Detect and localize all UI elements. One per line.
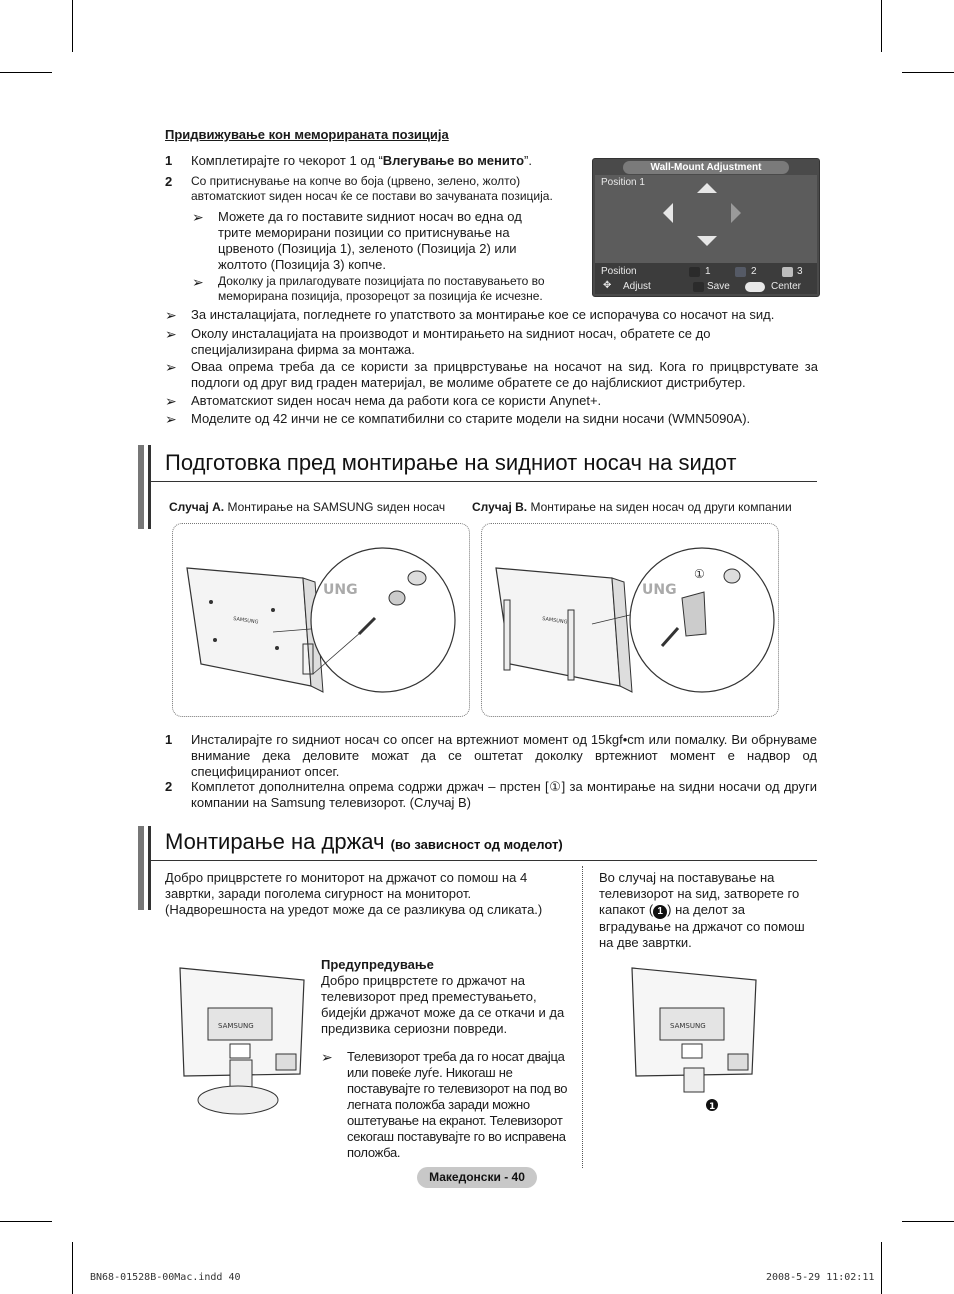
case-a-illustration — [172, 523, 470, 717]
heading-bar — [148, 445, 151, 529]
osd-opt2: 2 — [751, 266, 757, 277]
warning-title: Предупредување — [321, 957, 434, 972]
osd-save: Save — [707, 281, 730, 292]
warning-note-text: Телевизорот треба да го носат двајца или повеќе луѓе. Никогаш не поставувајте го телевизорот на под во легната положба заради можно оштетување на екранот. Телевизорот секогаш поставувајте го во исправена положба. — [347, 1049, 568, 1160]
tv-other-mount-drawing — [482, 524, 778, 716]
note — [165, 359, 820, 391]
step-text: Со притиснување на копче во боја (црвено, зелено, жолто) автоматскиот ѕиден носач ќе се постави во зачуваната позиција. — [191, 174, 553, 203]
warning-note — [321, 1049, 579, 1161]
direction-arrows — [595, 175, 817, 263]
step-text-post: ”. — [524, 153, 532, 168]
mount-step-1 — [165, 732, 817, 780]
tv-brand-label: SAMSUNG — [670, 1022, 706, 1030]
wall-mount-osd — [592, 158, 820, 297]
enlarged-brand: UNG — [642, 582, 677, 598]
mount-step-2 — [165, 779, 817, 811]
case-a-text: Монтирање на SAMSUNG ѕиден носач — [224, 500, 446, 514]
color-key-yellow — [782, 267, 793, 277]
arrow-icon: ➢ — [192, 209, 204, 225]
heading-main: Монтирање на држач — [165, 829, 385, 854]
enlarged-brand: UNG — [323, 582, 358, 598]
arrow-icon: ➢ — [321, 1049, 333, 1065]
warning-text: Добро прицврстете го држачот на телевизорот пред преместувањето, бидејќи држачот може да се откачи и да предизвика сериозни повреди. — [321, 973, 565, 1036]
step-number: 2 — [165, 779, 173, 794]
tv-brand-label: SAMSUNG — [218, 1022, 254, 1030]
wall-mount-cover-text — [599, 870, 809, 951]
crop-mark — [881, 1242, 882, 1294]
crop-mark — [0, 1221, 52, 1222]
step-2 — [165, 174, 585, 204]
osd-position-label: Position 1 — [601, 177, 645, 188]
cover-text-post: ) на делот за вградување на држачот со помош на две завртки. — [599, 902, 805, 950]
tv-wall-mount-drawing — [173, 524, 469, 716]
bracket-instructions: Добро прицврстете го мониторот на држачот со помош на 4 завртки, заради поголема сигурност на мониторот. (Надворешноста на уредот може да се разликува од сликата.) — [165, 870, 543, 917]
note-text: Автоматскиот ѕиден носач нема да работи кога се користи Anynet+. — [191, 393, 602, 408]
cover-text-pre: Во случај на поставување на телевизорот на ѕид, затворете го капакот ( — [599, 870, 800, 917]
tv-back-cover-drawing — [628, 964, 768, 1114]
note-text: Моделите од 42 инчи не се компатибилни со старите модели на ѕидни носачи (WMN5090A). — [191, 411, 751, 426]
heading-underline — [151, 481, 817, 482]
subnote — [192, 274, 584, 304]
save-key-icon — [693, 282, 704, 292]
osd-title: Wall-Mount Adjustment — [623, 161, 789, 174]
enter-key-icon — [745, 282, 765, 292]
arrow-icon: ➢ — [165, 307, 177, 323]
heading-small: (во зависност од моделот) — [390, 837, 563, 852]
osd-body — [595, 175, 817, 263]
arrow-icon: ➢ — [165, 393, 177, 409]
step-text-pre: Комплетирајте го чекорот 1 од “ — [191, 153, 383, 168]
case-b-caption — [472, 500, 792, 515]
step-text: Инсталирајте го ѕидниот носач со опсег на вртежниот момент од 15kgf•cm или помалку. Ви обрнуваме внимание дека деловите можат да се оштетат доколку вртежниот момент е надвор од специфицираниот опсег. — [191, 732, 817, 779]
note — [165, 411, 820, 427]
column-divider — [582, 866, 583, 1168]
section-title: Придвижување кон меморираната позиција — [165, 127, 449, 142]
arrow-down-icon — [697, 236, 717, 246]
arrow-left-icon — [663, 203, 673, 223]
note — [165, 307, 820, 323]
arrow-right-icon — [731, 203, 741, 223]
case-b-text: Монтирање на ѕиден носач од други компании — [527, 500, 792, 514]
print-slug-file: BN68-01528B-00Mac.indd 40 — [90, 1272, 241, 1283]
crop-mark — [881, 0, 882, 52]
note-text: За инсталацијата, погледнете го упатството за монтирање кое се испорачува со носачот на ѕид. — [191, 307, 775, 322]
callout-1-badge: 1 — [709, 1102, 716, 1112]
note-text: Околу инсталацијата на производот и монтирањето на ѕидниот носач, обратете се до специјализирана фирма за монтажа. — [191, 326, 711, 357]
tv-on-stand-drawing — [176, 964, 316, 1119]
heading-bar — [148, 826, 151, 910]
step-1 — [165, 153, 585, 169]
heading-bar — [138, 445, 144, 529]
crop-mark — [72, 0, 73, 52]
osd-opt1: 1 — [705, 266, 711, 277]
page-number-badge: Македонски - 40 — [417, 1167, 537, 1188]
arrow-up-icon — [697, 183, 717, 193]
step-text — [191, 153, 532, 169]
case-a-bold: Случај А. — [169, 500, 225, 514]
crop-mark — [902, 1221, 954, 1222]
section-heading — [165, 829, 563, 858]
arrow-icon: ➢ — [165, 359, 177, 375]
heading-bar — [138, 826, 144, 910]
tv-brand-label: SAMSUNG — [541, 616, 568, 626]
print-slug-date: 2008-5-29 11:02:11 — [766, 1272, 875, 1283]
case-a-caption — [169, 500, 445, 515]
osd-center: Center — [771, 281, 802, 292]
crop-mark — [0, 72, 52, 73]
step-text: Комплетот дополнителна опрема содржи држач – прстен [①] за монтирање на ѕидни носачи од други компании на Samsung телевизорот. (Случај B) — [191, 779, 817, 810]
heading-underline — [151, 860, 817, 861]
section-heading: Подготовка пред монтирање на ѕидниот носач на ѕидот — [165, 450, 737, 475]
arrow-icon: ➢ — [165, 411, 177, 427]
note — [165, 393, 820, 409]
osd-opt3: 3 — [797, 266, 803, 277]
step-number: 1 — [165, 153, 173, 168]
color-key-red — [689, 267, 700, 277]
subnote — [192, 209, 584, 273]
step-number: 1 — [165, 732, 173, 747]
case-b-illustration — [481, 523, 779, 717]
osd-adjust: Adjust — [623, 281, 651, 292]
arrow-icon: ➢ — [192, 274, 204, 290]
crop-mark — [72, 1242, 73, 1294]
callout-1-badge: 1 — [653, 905, 667, 919]
arrow-icon: ➢ — [165, 326, 177, 342]
case-b-bold: Случај B. — [472, 500, 528, 514]
crop-mark — [902, 72, 954, 73]
note-text: Оваа опрема треба да се користи за прицврстување на носачот на ѕид. Кога го прицврстувате за подлоги од друг вид граден материјал, ве молиме обратете се до најблискиот дистрибутер. — [191, 359, 818, 390]
tv-brand-label: SAMSUNG — [232, 616, 259, 626]
move-icon: ✥ — [603, 280, 612, 291]
color-key-green — [735, 267, 746, 277]
subnote-text: Доколку ја прилагодувате позицијата по поставувањето во меморирана позиција, прозорецот за позиција ќе исчезне. — [218, 274, 545, 303]
osd-position-text: Position — [601, 266, 637, 277]
ring-callout: ① — [694, 567, 705, 581]
subnote-text: Можете да го поставите ѕидниот носач во една од трите меморирани позиции со притиснување на црвеното (Позиција 1), зеленото (Позиција 2) или жолтото (Позиција 3) копче. — [218, 209, 522, 272]
step-text-bold: Влегување во менито — [382, 153, 525, 168]
step-number: 2 — [165, 174, 173, 189]
osd-bottom-bar — [595, 263, 817, 294]
note — [165, 326, 820, 358]
